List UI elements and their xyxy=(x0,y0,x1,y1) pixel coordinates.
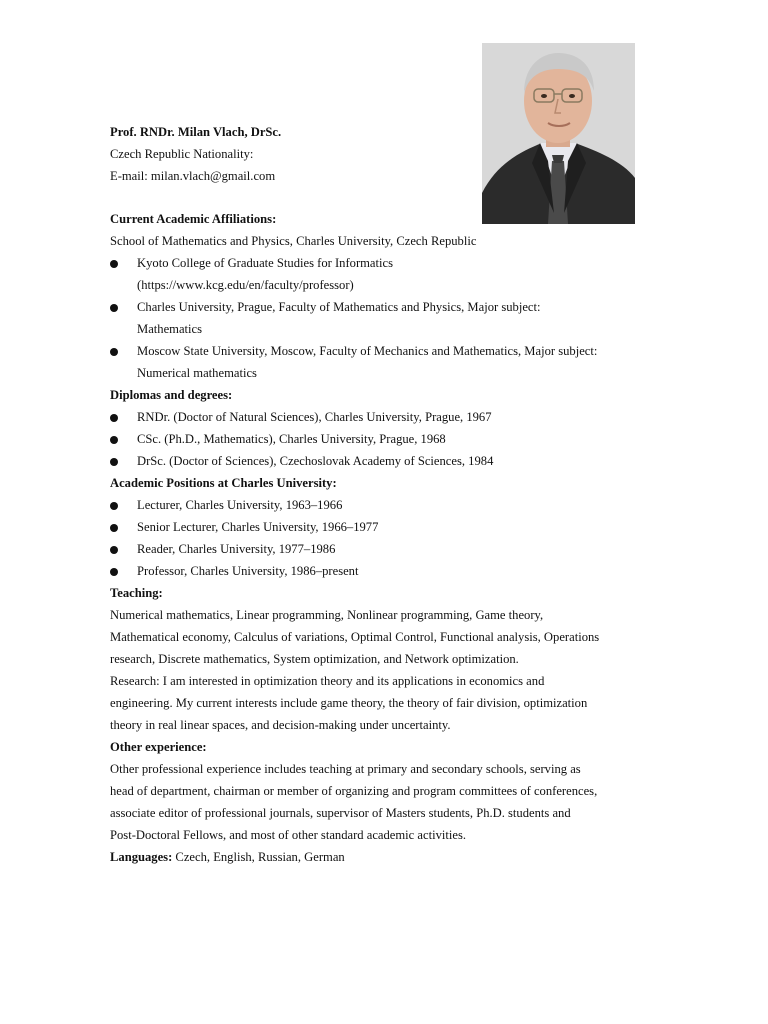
languages-value: Czech, English, Russian, German xyxy=(172,850,345,864)
email: E-mail: milan.vlach@gmail.com xyxy=(110,169,276,183)
bullet-icon xyxy=(110,546,118,554)
affiliation-item: Kyoto College of Graduate Studies for Informatics (https://www.kcg.edu/en/faculty/professor) xyxy=(110,252,670,296)
bullet-icon xyxy=(110,436,118,444)
cv-content xyxy=(110,121,670,868)
bullet-icon xyxy=(110,260,118,268)
position-item: Senior Lecturer, Charles University, 1966–1977 xyxy=(110,516,670,538)
affiliations-heading: Current Academic Affiliations: xyxy=(110,212,277,226)
person-name: Prof. RNDr. Milan Vlach, DrSc. xyxy=(110,125,282,139)
bullet-icon xyxy=(110,304,118,312)
teaching-text: Numerical mathematics, Linear programming, Nonlinear programming, Game theory, Mathematical economy, Calculus of variations, Optimal Control, Functional analysis, Operations research, Discrete mathematics, System optimization, and Network optimization. xyxy=(110,608,600,666)
teaching-heading: Teaching: xyxy=(110,586,163,600)
position-item: Professor, Charles University, 1986–present xyxy=(110,560,670,582)
affiliations-intro: School of Mathematics and Physics, Charles University, Czech Republic xyxy=(110,234,477,248)
bullet-icon xyxy=(110,502,118,510)
bullet-icon xyxy=(110,524,118,532)
experience-heading: Other experience: xyxy=(110,740,207,754)
bullet-icon xyxy=(110,348,118,356)
affiliation-item: Charles University, Prague, Faculty of Mathematics and Physics, Major subject: Mathematics xyxy=(110,296,670,340)
diploma-item: RNDr. (Doctor of Natural Sciences), Charles University, Prague, 1967 xyxy=(110,406,670,428)
diploma-item: CSc. (Ph.D., Mathematics), Charles University, Prague, 1968 xyxy=(110,428,670,450)
position-item: Reader, Charles University, 1977–1986 xyxy=(110,538,670,560)
languages-line xyxy=(110,846,670,868)
bullet-icon xyxy=(110,568,118,576)
research-text: Research: I am interested in optimization theory and its applications in economics and engineering. My current interests include game theory, the theory of fair division, optimization theory in real linear spaces, and decision-making under uncertainty. xyxy=(110,674,588,732)
bullet-icon xyxy=(110,458,118,466)
affiliation-item: Moscow State University, Moscow, Faculty of Mechanics and Mathematics, Major subject: Numerical mathematics xyxy=(110,340,670,384)
diploma-item: DrSc. (Doctor of Sciences), Czechoslovak Academy of Sciences, 1984 xyxy=(110,450,670,472)
experience-text: Other professional experience includes teaching at primary and secondary schools, serving as head of department, chairman or member of organizing and program committees of conferences, associate editor of professional journals, supervisor of Masters students, Ph.D. students and Post-Doctoral Fellows, and most of other standard academic activities. xyxy=(110,762,598,842)
bullet-icon xyxy=(110,414,118,422)
diplomas-heading: Diplomas and degrees: xyxy=(110,388,233,402)
positions-heading: Academic Positions at Charles University: xyxy=(110,476,337,490)
languages-label: Languages: xyxy=(110,850,173,864)
position-item: Lecturer, Charles University, 1963–1966 xyxy=(110,494,670,516)
nationality: Czech Republic Nationality: xyxy=(110,147,254,161)
